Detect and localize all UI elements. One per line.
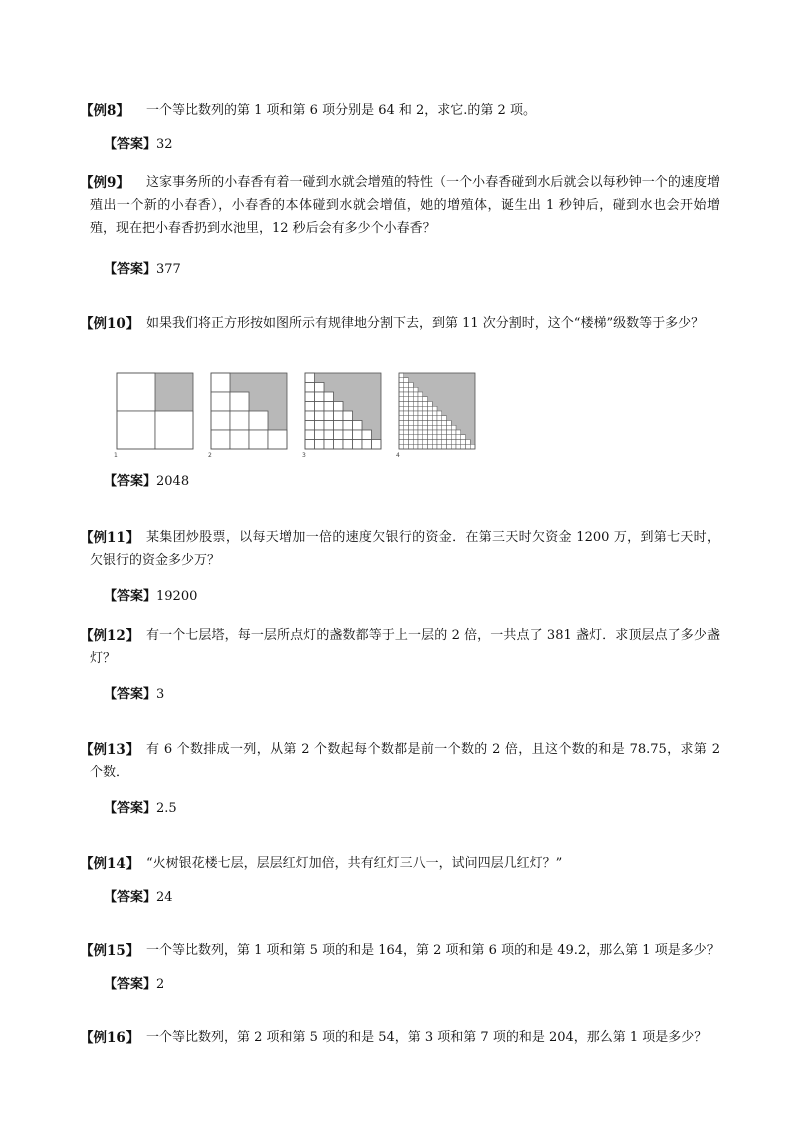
staircase-cell <box>409 402 414 407</box>
answer-label: 【答案】 <box>104 262 157 277</box>
staircase-cell <box>305 402 315 412</box>
staircase-cell <box>409 430 414 435</box>
staircase-cell <box>418 435 423 440</box>
staircase-cell <box>334 430 344 440</box>
answer-10 <box>104 470 189 489</box>
staircase-cell <box>409 387 414 392</box>
staircase-cell <box>409 397 414 402</box>
answer-13 <box>104 797 177 816</box>
staircase-cell <box>409 444 414 449</box>
staircase-cell <box>305 411 315 421</box>
staircase-cell <box>423 406 428 411</box>
staircase-cell <box>399 387 404 392</box>
staircase-cell <box>432 406 437 411</box>
staircase-cell <box>442 444 447 449</box>
staircase-cell <box>399 416 404 421</box>
staircase-cell <box>418 430 423 435</box>
staircase-cell <box>155 411 193 449</box>
problem-text: 一个等比数列的第 1 项和第 6 项分别是 64 和 2，求它.的第 2 项。 <box>146 103 536 118</box>
staircase-cell <box>432 435 437 440</box>
figure-caption: 2 <box>208 452 212 459</box>
staircase-cell <box>437 435 442 440</box>
staircase-cell <box>409 421 414 426</box>
figure-caption: 1 <box>114 452 118 459</box>
staircase-cell <box>437 421 442 426</box>
staircase-cell <box>447 440 452 445</box>
problem-text: “火树银花楼七层，层层红灯加倍，共有红灯三八一，试问四层几红灯？” <box>146 856 563 871</box>
staircase-cell <box>413 392 418 397</box>
staircase-cell <box>399 402 404 407</box>
staircase-cell <box>353 430 363 440</box>
staircase-cell <box>315 392 325 402</box>
staircase-cell <box>399 440 404 445</box>
staircase-cell <box>428 435 433 440</box>
staircase-cell <box>399 373 404 378</box>
staircase-cell <box>117 373 155 411</box>
answer-value: 2 <box>156 977 165 992</box>
staircase-cell <box>432 444 437 449</box>
staircase-cell <box>413 387 418 392</box>
staircase-svg-1 <box>116 371 194 453</box>
staircase-cell <box>437 416 442 421</box>
staircase-cell <box>428 425 433 430</box>
problem-text: 一个等比数列，第 2 项和第 5 项的和是 54，第 3 项和第 7 项的和是 204，那么第 1 项是多少？ <box>146 1030 708 1045</box>
staircase-cell <box>399 378 404 383</box>
staircase-cell <box>423 416 428 421</box>
answer-label: 【答案】 <box>104 589 157 604</box>
staircase-cell <box>249 411 268 430</box>
staircase-cell <box>315 411 325 421</box>
answer-label: 【答案】 <box>104 474 157 489</box>
staircase-cell <box>451 444 456 449</box>
staircase-cell <box>404 402 409 407</box>
problem-13 <box>80 738 720 784</box>
staircase-cell <box>211 373 230 392</box>
staircase-cell <box>413 444 418 449</box>
staircase-cell <box>428 416 433 421</box>
staircase-cell <box>409 425 414 430</box>
staircase-cell <box>442 430 447 435</box>
problem-16 <box>80 1026 720 1049</box>
staircase-cell <box>437 444 442 449</box>
staircase-cell <box>423 440 428 445</box>
staircase-cell <box>362 430 372 440</box>
problem-15 <box>80 939 720 962</box>
staircase-cell <box>404 416 409 421</box>
staircase-cell <box>418 416 423 421</box>
staircase-cell <box>418 402 423 407</box>
staircase-cell <box>413 402 418 407</box>
staircase-cell <box>432 425 437 430</box>
staircase-cell <box>211 411 230 430</box>
staircase-cell <box>324 402 334 412</box>
staircase-cell <box>432 440 437 445</box>
staircase-cell <box>432 411 437 416</box>
staircase-cell <box>305 392 315 402</box>
staircase-cell <box>404 397 409 402</box>
staircase-cell <box>315 430 325 440</box>
staircase-step-4 <box>396 371 476 459</box>
staircase-cell <box>409 435 414 440</box>
staircase-cell <box>447 425 452 430</box>
staircase-cell <box>461 440 466 445</box>
staircase-svg-4 <box>398 371 476 453</box>
staircase-cell <box>324 421 334 431</box>
staircase-cell <box>442 421 447 426</box>
staircase-cell <box>404 378 409 383</box>
answer-value: 24 <box>156 890 173 905</box>
staircase-cell <box>428 440 433 445</box>
staircase-cell <box>413 397 418 402</box>
staircase-cell <box>423 435 428 440</box>
staircase-cell <box>413 435 418 440</box>
staircase-cell <box>404 387 409 392</box>
staircase-cell <box>230 392 249 411</box>
staircase-cell <box>423 425 428 430</box>
staircase-cell <box>456 430 461 435</box>
staircase-cell <box>428 430 433 435</box>
staircase-cell <box>230 430 249 449</box>
staircase-cell <box>418 421 423 426</box>
staircase-step-3 <box>302 371 382 459</box>
staircase-cell <box>437 440 442 445</box>
staircase-cell <box>315 421 325 431</box>
staircase-cell <box>353 421 363 431</box>
staircase-cell <box>418 397 423 402</box>
staircase-cell <box>324 411 334 421</box>
staircase-figure <box>116 371 476 459</box>
staircase-cell <box>423 444 428 449</box>
staircase-cell <box>413 406 418 411</box>
staircase-cell <box>447 421 452 426</box>
problem-text: 这家事务所的小春香有着一碰到水就会增殖的特性（一个小春香碰到水后就会以每秒钟一个的速度增殖出一个新的小春香），小春香的本体碰到水就会增值，她的增殖体，诞生出 1 秒钟后，碰到水也会开始增殖，现在把小春香扔到水池里，12 秒后会有多少个小春香？ <box>90 175 720 236</box>
staircase-cell <box>456 440 461 445</box>
problem-label: 【例13】 <box>80 742 140 758</box>
staircase-cell <box>399 435 404 440</box>
staircase-svg-2 <box>210 371 288 453</box>
staircase-cell <box>409 406 414 411</box>
staircase-cell <box>211 430 230 449</box>
staircase-cell <box>353 440 363 450</box>
staircase-cell <box>305 430 315 440</box>
staircase-cell <box>343 430 353 440</box>
staircase-cell <box>399 425 404 430</box>
staircase-cell <box>423 421 428 426</box>
staircase-cell <box>437 425 442 430</box>
staircase-cell <box>404 425 409 430</box>
staircase-cell <box>399 392 404 397</box>
staircase-cell <box>437 430 442 435</box>
answer-value: 19200 <box>156 589 198 604</box>
staircase-cell <box>418 440 423 445</box>
staircase-cell <box>324 430 334 440</box>
staircase-cell <box>305 421 315 431</box>
answer-15 <box>104 973 164 992</box>
staircase-cell <box>432 430 437 435</box>
staircase-cell <box>399 411 404 416</box>
staircase-cell <box>305 383 315 393</box>
answer-9 <box>104 258 181 277</box>
staircase-cell <box>423 397 428 402</box>
answer-label: 【答案】 <box>104 801 157 816</box>
staircase-cell <box>409 416 414 421</box>
staircase-step-1 <box>114 371 194 459</box>
staircase-cell <box>447 430 452 435</box>
answer-label: 【答案】 <box>104 687 157 702</box>
staircase-cell <box>418 444 423 449</box>
problem-10 <box>80 312 720 335</box>
staircase-cell <box>409 383 414 388</box>
staircase-cell <box>399 421 404 426</box>
staircase-cell <box>404 444 409 449</box>
staircase-cell <box>428 421 433 426</box>
problem-label: 【例12】 <box>80 628 140 644</box>
staircase-cell <box>418 406 423 411</box>
answer-11 <box>104 585 197 604</box>
staircase-cell <box>404 440 409 445</box>
problem-8 <box>80 99 720 122</box>
staircase-cell <box>423 430 428 435</box>
staircase-cell <box>399 397 404 402</box>
staircase-cell <box>451 435 456 440</box>
answer-12 <box>104 683 164 702</box>
staircase-cell <box>456 435 461 440</box>
staircase-cell <box>413 411 418 416</box>
staircase-cell <box>230 411 249 430</box>
staircase-cell <box>413 421 418 426</box>
staircase-cell <box>343 440 353 450</box>
answer-value: 377 <box>156 262 181 277</box>
staircase-cell <box>442 416 447 421</box>
staircase-cell <box>428 444 433 449</box>
answer-label: 【答案】 <box>104 137 157 152</box>
figure-caption: 4 <box>396 452 400 459</box>
staircase-cell <box>399 406 404 411</box>
problem-label: 【例15】 <box>80 943 140 959</box>
staircase-cell <box>470 444 475 449</box>
staircase-step-2 <box>208 371 288 459</box>
staircase-cell <box>413 440 418 445</box>
staircase-cell <box>305 373 315 383</box>
staircase-cell <box>413 416 418 421</box>
staircase-cell <box>418 392 423 397</box>
staircase-cell <box>404 406 409 411</box>
staircase-cell <box>428 402 433 407</box>
answer-label: 【答案】 <box>104 977 157 992</box>
staircase-cell <box>413 425 418 430</box>
staircase-cell <box>362 440 372 450</box>
staircase-cell <box>428 406 433 411</box>
staircase-cell <box>418 425 423 430</box>
staircase-cell <box>461 435 466 440</box>
problem-text: 如果我们将正方形按如图所示有规律地分割下去，到第 11 次分割时，这个“楼梯”级数等于多少？ <box>146 316 705 331</box>
problem-14 <box>80 852 720 875</box>
staircase-cell <box>315 402 325 412</box>
staircase-cell <box>432 416 437 421</box>
staircase-cell <box>409 411 414 416</box>
staircase-cell <box>268 430 287 449</box>
problem-text: 有 6 个数排成一列，从第 2 个数起每个数都是前一个数的 2 倍，且这个数的和是 78.75，求第 2 个数． <box>90 742 720 780</box>
staircase-cell <box>451 440 456 445</box>
staircase-cell <box>334 402 344 412</box>
staircase-cell <box>305 440 315 450</box>
staircase-cell <box>466 444 471 449</box>
staircase-cell <box>442 425 447 430</box>
staircase-cell <box>324 392 334 402</box>
staircase-cell <box>315 383 325 393</box>
problem-text: 一个等比数列，第 1 项和第 5 项的和是 164，第 2 项和第 6 项的和是 49.2，那么第 1 项是多少？ <box>146 943 720 958</box>
problem-text: 有一个七层塔，每一层所点灯的盏数都等于上一层的 2 倍，一共点了 381 盏灯．求顶层点了多少盏灯？ <box>90 628 720 666</box>
answer-label: 【答案】 <box>104 890 157 905</box>
staircase-cell <box>423 402 428 407</box>
staircase-cell <box>437 411 442 416</box>
staircase-cell <box>409 440 414 445</box>
answer-value: 2048 <box>156 474 190 489</box>
staircase-cell <box>117 411 155 449</box>
staircase-cell <box>399 383 404 388</box>
staircase-cell <box>343 411 353 421</box>
staircase-cell <box>447 435 452 440</box>
problem-12 <box>80 624 720 670</box>
answer-value: 3 <box>156 687 165 702</box>
staircase-cell <box>442 435 447 440</box>
staircase-cell <box>413 430 418 435</box>
staircase-cell <box>451 425 456 430</box>
problem-9 <box>80 171 720 240</box>
answer-value: 32 <box>156 137 173 152</box>
staircase-cell <box>324 440 334 450</box>
staircase-cell <box>372 440 382 450</box>
staircase-cell <box>447 444 452 449</box>
problem-label: 【例9】 <box>80 175 130 191</box>
staircase-cell <box>399 444 404 449</box>
answer-8 <box>104 133 173 152</box>
staircase-cell <box>399 430 404 435</box>
staircase-cell <box>466 440 471 445</box>
problem-11 <box>80 526 720 572</box>
staircase-cell <box>418 411 423 416</box>
problem-text: 某集团炒股票，以每天增加一倍的速度欠银行的资金．在第三天时欠资金 1200 万，到第七天时，欠银行的资金多少万？ <box>90 530 720 568</box>
staircase-cell <box>404 435 409 440</box>
staircase-cell <box>428 411 433 416</box>
staircase-cell <box>461 444 466 449</box>
staircase-cell <box>343 421 353 431</box>
problem-label: 【例10】 <box>80 316 140 332</box>
staircase-cell <box>423 411 428 416</box>
staircase-cell <box>404 392 409 397</box>
figure-caption: 3 <box>302 452 306 459</box>
staircase-cell <box>404 430 409 435</box>
staircase-cell <box>432 421 437 426</box>
problem-label: 【例16】 <box>80 1030 140 1046</box>
staircase-cell <box>456 444 461 449</box>
staircase-svg-3 <box>304 371 382 453</box>
staircase-cell <box>334 440 344 450</box>
staircase-cell <box>315 440 325 450</box>
answer-value: 2.5 <box>156 801 177 816</box>
staircase-cell <box>442 440 447 445</box>
staircase-cell <box>451 430 456 435</box>
staircase-cell <box>211 392 230 411</box>
problem-label: 【例14】 <box>80 856 140 872</box>
staircase-cell <box>334 421 344 431</box>
problem-label: 【例8】 <box>80 103 130 119</box>
staircase-cell <box>334 411 344 421</box>
staircase-cell <box>249 430 268 449</box>
staircase-cell <box>409 392 414 397</box>
staircase-cell <box>404 411 409 416</box>
answer-14 <box>104 886 173 905</box>
staircase-cell <box>404 383 409 388</box>
problem-label: 【例11】 <box>80 530 140 546</box>
staircase-cell <box>404 421 409 426</box>
